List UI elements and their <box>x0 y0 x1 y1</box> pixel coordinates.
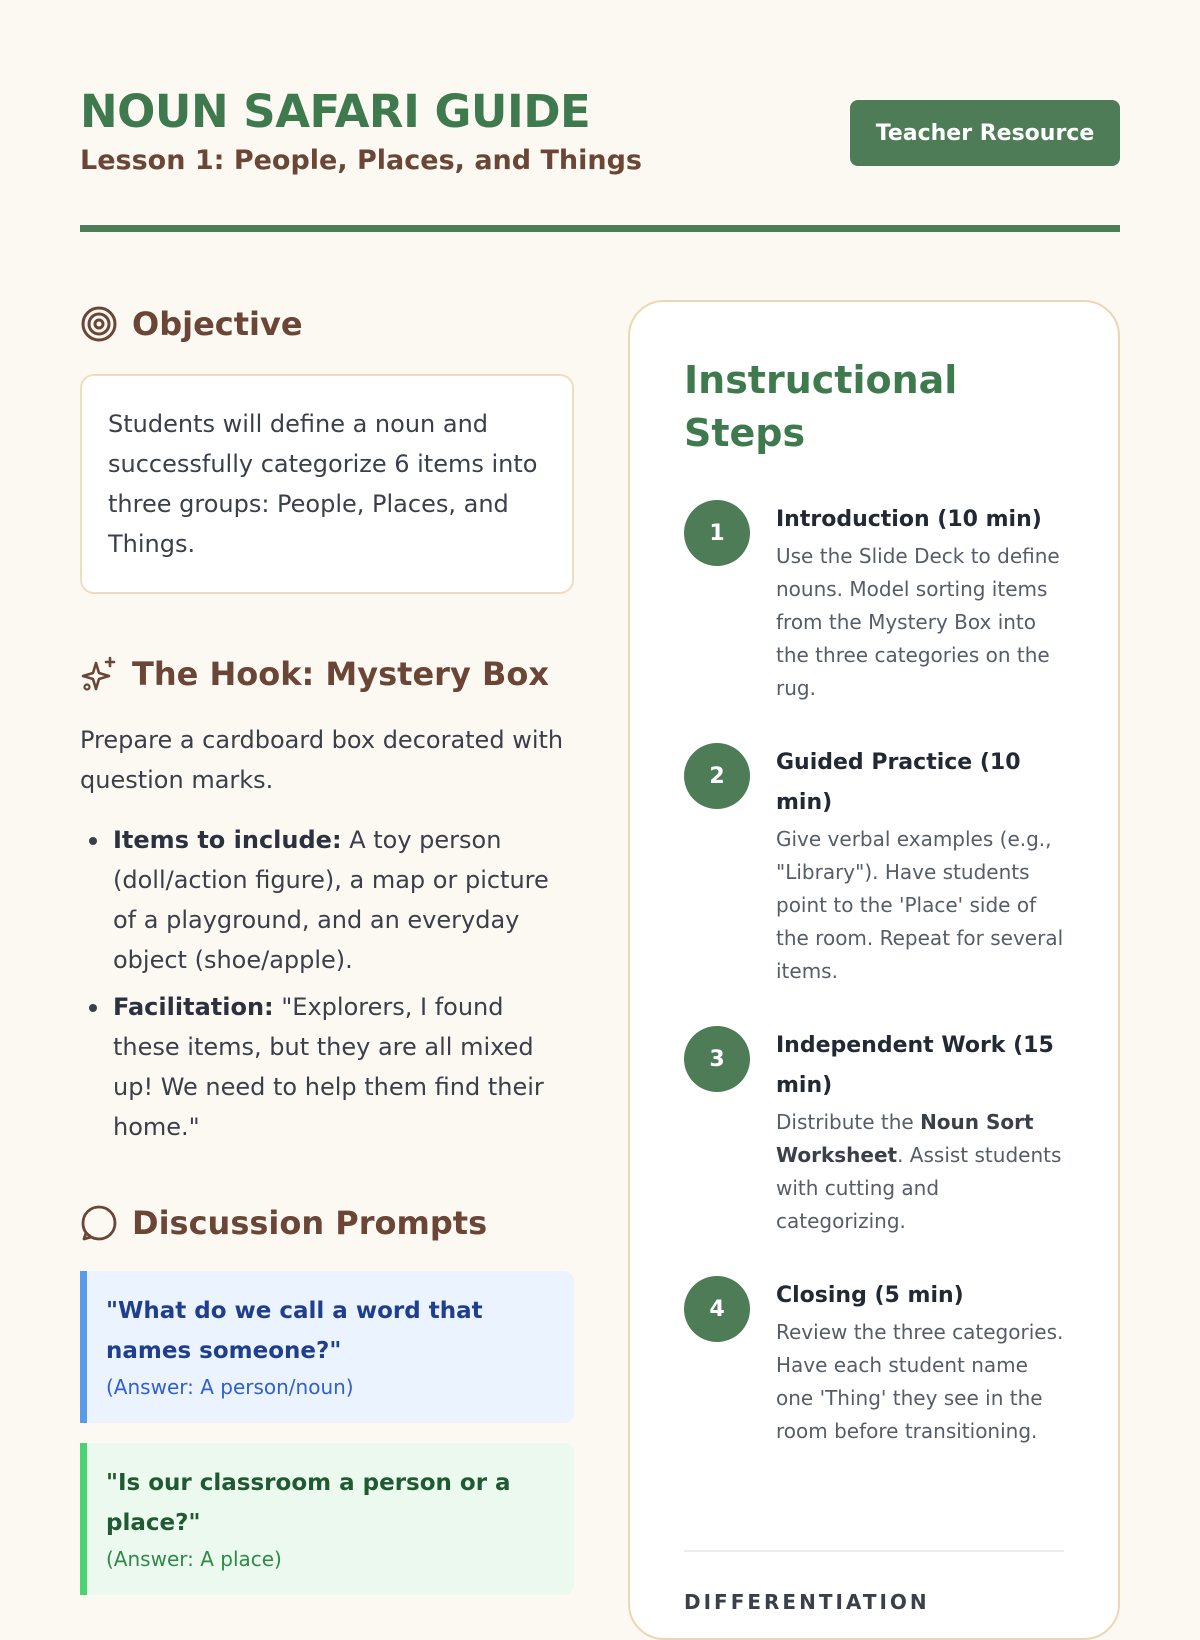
step-description: Review the three categories. Have each student name one 'Thing' they see in the room before transitioning. <box>776 1320 1064 1443</box>
step-item <box>684 500 1064 705</box>
objective-box: Students will define a noun and successfully categorize 6 items into three groups: People, Places, and Things. <box>80 374 574 594</box>
step-item <box>684 743 1064 988</box>
discussion-heading <box>80 1199 574 1247</box>
left-column <box>80 300 574 1595</box>
list-item <box>113 987 574 1147</box>
discussion-prompt <box>80 1271 574 1423</box>
step-item <box>684 1276 1064 1448</box>
page-title: NOUN SAFARI GUIDE <box>80 85 591 138</box>
step-title: Introduction (10 min) <box>776 507 1042 532</box>
step-description: Use the Slide Deck to define nouns. Model sorting items from the Mystery Box into the three categories on the rug. <box>776 544 1060 700</box>
step-description <box>776 1106 1064 1238</box>
page-header <box>80 84 1120 234</box>
hook-intro: Prepare a cardboard box decorated with question marks. <box>80 726 564 794</box>
steps-list <box>684 500 1064 1448</box>
prompt-answer: (Answer: A place) <box>106 1547 282 1571</box>
worksheet-name: Noun Sort Worksheet <box>776 1110 1034 1167</box>
bullet-label: Items to include: <box>113 826 342 854</box>
discussion-prompt <box>80 1443 574 1595</box>
bullet-label: Facilitation: <box>113 993 274 1021</box>
step-number-badge: 1 <box>684 500 750 566</box>
target-icon <box>80 305 118 343</box>
teacher-resource-button[interactable]: Teacher Resource <box>850 100 1120 166</box>
sparkles-icon <box>80 655 118 693</box>
bullet-text: "Explorers, I found these items, but they are all mixed up! We need to help them find their home." <box>113 993 544 1141</box>
prompt-answer: (Answer: A person/noun) <box>106 1375 354 1399</box>
hook-bullet-list <box>80 820 574 1147</box>
step-description: Give verbal examples (e.g., "Library"). Have students point to the 'Place' side of the room. Repeat for several items. <box>776 827 1064 983</box>
step-number-badge: 3 <box>684 1026 750 1092</box>
hook-heading-label: The Hook: Mystery Box <box>132 655 549 693</box>
prompt-question: "What do we call a word that names someone?" <box>106 1298 483 1364</box>
hook-heading <box>80 650 574 698</box>
objective-heading <box>80 300 574 348</box>
step-item <box>684 1026 1064 1238</box>
lesson-page <box>80 0 1120 1614</box>
step-title: Independent Work (15 min) <box>776 1033 1054 1098</box>
differentiation-label: DIFFERENTIATION <box>684 1590 930 1614</box>
bullet-text: A toy person (doll/action figure), a map or picture of a playground, and an everyday object (shoe/apple). <box>113 826 549 974</box>
discussion-heading-label: Discussion Prompts <box>132 1204 488 1242</box>
speech-bubble-icon <box>80 1204 118 1242</box>
objective-section <box>80 300 574 594</box>
lesson-subtitle: Lesson 1: People, Places, and Things <box>80 145 643 176</box>
step-body <box>776 1026 1064 1238</box>
step-body <box>776 500 1064 705</box>
prompt-question: "Is our classroom a person or a place?" <box>106 1470 511 1536</box>
instructional-steps-title: Instructional Steps <box>684 358 958 455</box>
step-number-badge: 2 <box>684 743 750 809</box>
list-item <box>113 820 574 980</box>
step-title: Closing (5 min) <box>776 1283 964 1308</box>
step-number-badge: 4 <box>684 1276 750 1342</box>
hook-section <box>80 650 574 1147</box>
step-description-text: . Assist students with cutting and categorizing. <box>776 1143 1062 1233</box>
step-title: Guided Practice (10 min) <box>776 750 1021 815</box>
discussion-section <box>80 1199 574 1595</box>
step-body <box>776 743 1064 988</box>
objective-heading-label: Objective <box>132 305 303 343</box>
card-divider <box>684 1550 1064 1552</box>
step-body <box>776 1276 1064 1448</box>
instructional-steps-card <box>628 300 1120 1640</box>
header-divider <box>80 225 1120 232</box>
step-description-text: Distribute the <box>776 1110 921 1134</box>
